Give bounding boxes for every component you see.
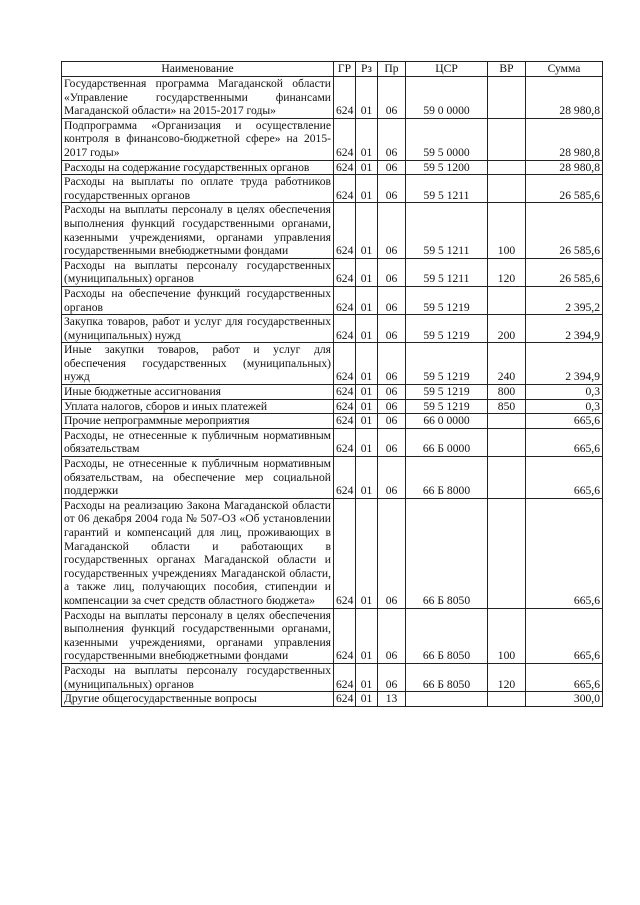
cell-vr — [488, 286, 526, 314]
cell-gr: 624 — [334, 258, 356, 286]
cell-csr: 59 0 0000 — [406, 77, 488, 119]
cell-sum: 665,6 — [526, 608, 603, 663]
cell-vr — [488, 414, 526, 429]
table-row — [62, 175, 603, 203]
header-gr: ГР — [334, 62, 356, 77]
cell-vr — [488, 118, 526, 160]
cell-csr: 59 5 1219 — [406, 315, 488, 343]
cell-gr: 624 — [334, 315, 356, 343]
cell-rz: 01 — [356, 77, 378, 119]
cell-csr: 59 5 1211 — [406, 175, 488, 203]
cell-gr: 624 — [334, 77, 356, 119]
cell-vr: 120 — [488, 663, 526, 691]
cell-vr: 850 — [488, 399, 526, 414]
table-row — [62, 414, 603, 429]
cell-gr: 624 — [334, 175, 356, 203]
cell-pr: 06 — [378, 160, 406, 175]
table-row — [62, 315, 603, 343]
cell-pr: 06 — [378, 315, 406, 343]
table-row — [62, 663, 603, 691]
cell-name: Расходы, не отнесенные к публичным нормативным обязательствам, на обеспечение мер социальной поддержки — [62, 457, 334, 499]
cell-rz: 01 — [356, 286, 378, 314]
cell-csr: 59 5 1219 — [406, 343, 488, 385]
cell-vr — [488, 457, 526, 499]
table-row — [62, 77, 603, 119]
cell-vr: 240 — [488, 343, 526, 385]
cell-name: Расходы на выплаты персоналу в целях обеспечения выполнения функций государственными органами, казенными учреждениями, органами управления государственными внебюджетными фондами — [62, 608, 334, 663]
table-row — [62, 498, 603, 608]
cell-name: Государственная программа Магаданской области «Управление государственными финансами Магаданской области» на 2015-2017 годы» — [62, 77, 334, 119]
cell-name: Расходы на выплаты персоналу государственных (муниципальных) органов — [62, 663, 334, 691]
cell-vr — [488, 692, 526, 707]
cell-csr: 59 5 0000 — [406, 118, 488, 160]
cell-pr: 06 — [378, 385, 406, 400]
cell-name: Расходы, не отнесенные к публичным нормативным обязательствам — [62, 428, 334, 456]
cell-vr: 200 — [488, 315, 526, 343]
cell-csr: 59 5 1219 — [406, 399, 488, 414]
cell-sum: 665,6 — [526, 414, 603, 429]
table-row — [62, 399, 603, 414]
cell-sum: 2 394,9 — [526, 343, 603, 385]
table-row — [62, 385, 603, 400]
cell-pr: 13 — [378, 692, 406, 707]
cell-csr: 66 Б 8050 — [406, 663, 488, 691]
cell-rz: 01 — [356, 428, 378, 456]
cell-vr — [488, 160, 526, 175]
cell-csr — [406, 692, 488, 707]
cell-gr: 624 — [334, 608, 356, 663]
cell-pr: 06 — [378, 343, 406, 385]
cell-name: Другие общегосударственные вопросы — [62, 692, 334, 707]
cell-vr: 120 — [488, 258, 526, 286]
budget-table — [61, 61, 603, 707]
cell-name: Расходы на выплаты персоналу в целях обеспечения выполнения функций государственными органами, казенными учреждениями, органами управления государственными внебюджетными фондами — [62, 203, 334, 258]
cell-rz: 01 — [356, 498, 378, 608]
cell-gr: 624 — [334, 286, 356, 314]
header-vr: ВР — [488, 62, 526, 77]
cell-csr: 59 5 1211 — [406, 258, 488, 286]
table-row — [62, 428, 603, 456]
table-row — [62, 203, 603, 258]
table-row — [62, 286, 603, 314]
cell-vr — [488, 175, 526, 203]
cell-gr: 624 — [334, 414, 356, 429]
cell-rz: 01 — [356, 343, 378, 385]
cell-name: Расходы на выплаты персоналу государственных (муниципальных) органов — [62, 258, 334, 286]
cell-sum: 665,6 — [526, 457, 603, 499]
cell-name: Прочие непрограммные мероприятия — [62, 414, 334, 429]
table-header — [62, 62, 603, 77]
cell-pr: 06 — [378, 428, 406, 456]
cell-sum: 665,6 — [526, 428, 603, 456]
cell-rz: 01 — [356, 385, 378, 400]
cell-csr: 66 Б 8000 — [406, 457, 488, 499]
cell-sum: 0,3 — [526, 385, 603, 400]
cell-gr: 624 — [334, 385, 356, 400]
cell-gr: 624 — [334, 343, 356, 385]
cell-name: Расходы на реализацию Закона Магаданской области от 06 декабря 2004 года № 507-ОЗ «Об установлении гарантий и компенсаций для лиц, проживающих в Магаданской области и работающих в государственных органах Магаданской области и государственных учреждениях Магаданской области, а также лиц, получающих пособия, стипендии и компенсации за счет средств областного бюджета» — [62, 498, 334, 608]
cell-gr: 624 — [334, 118, 356, 160]
cell-gr: 624 — [334, 692, 356, 707]
table-body — [62, 77, 603, 707]
cell-csr: 66 Б 8050 — [406, 498, 488, 608]
cell-sum: 26 585,6 — [526, 258, 603, 286]
cell-csr: 66 Б 8050 — [406, 608, 488, 663]
cell-pr: 06 — [378, 286, 406, 314]
table-row — [62, 160, 603, 175]
cell-vr: 100 — [488, 203, 526, 258]
cell-name: Закупка товаров, работ и услуг для государственных (муниципальных) нужд — [62, 315, 334, 343]
cell-sum: 26 585,6 — [526, 203, 603, 258]
cell-rz: 01 — [356, 692, 378, 707]
table-row — [62, 118, 603, 160]
cell-rz: 01 — [356, 608, 378, 663]
cell-sum: 0,3 — [526, 399, 603, 414]
cell-rz: 01 — [356, 160, 378, 175]
cell-csr: 59 5 1211 — [406, 203, 488, 258]
cell-pr: 06 — [378, 457, 406, 499]
cell-pr: 06 — [378, 608, 406, 663]
cell-name: Подпрограмма «Организация и осуществление контроля в финансово-бюджетной сфере» на 2015-2017 годы» — [62, 118, 334, 160]
cell-pr: 06 — [378, 258, 406, 286]
cell-pr: 06 — [378, 414, 406, 429]
cell-rz: 01 — [356, 258, 378, 286]
cell-vr: 100 — [488, 608, 526, 663]
cell-pr: 06 — [378, 118, 406, 160]
cell-pr: 06 — [378, 203, 406, 258]
cell-rz: 01 — [356, 175, 378, 203]
cell-pr: 06 — [378, 663, 406, 691]
header-pr: Пр — [378, 62, 406, 77]
cell-gr: 624 — [334, 663, 356, 691]
cell-gr: 624 — [334, 160, 356, 175]
cell-pr: 06 — [378, 498, 406, 608]
cell-sum: 28 980,8 — [526, 160, 603, 175]
cell-gr: 624 — [334, 428, 356, 456]
cell-csr: 59 5 1200 — [406, 160, 488, 175]
table-row — [62, 258, 603, 286]
cell-sum: 300,0 — [526, 692, 603, 707]
cell-name: Уплата налогов, сборов и иных платежей — [62, 399, 334, 414]
cell-name: Расходы на выплаты по оплате труда работников государственных органов — [62, 175, 334, 203]
cell-vr — [488, 77, 526, 119]
cell-name: Иные бюджетные ассигнования — [62, 385, 334, 400]
cell-gr: 624 — [334, 457, 356, 499]
cell-sum: 665,6 — [526, 498, 603, 608]
table-row — [62, 692, 603, 707]
cell-sum: 665,6 — [526, 663, 603, 691]
cell-gr: 624 — [334, 498, 356, 608]
cell-sum: 2 395,2 — [526, 286, 603, 314]
cell-name: Иные закупки товаров, работ и услуг для обеспечения государственных (муниципальных) нужд — [62, 343, 334, 385]
cell-gr: 624 — [334, 399, 356, 414]
cell-csr: 66 Б 0000 — [406, 428, 488, 456]
cell-csr: 66 0 0000 — [406, 414, 488, 429]
cell-pr: 06 — [378, 175, 406, 203]
cell-vr — [488, 498, 526, 608]
cell-name: Расходы на содержание государственных органов — [62, 160, 334, 175]
cell-name: Расходы на обеспечение функций государственных органов — [62, 286, 334, 314]
cell-rz: 01 — [356, 663, 378, 691]
cell-rz: 01 — [356, 118, 378, 160]
header-name: Наименование — [62, 62, 334, 77]
cell-rz: 01 — [356, 203, 378, 258]
cell-rz: 01 — [356, 457, 378, 499]
cell-sum: 2 394,9 — [526, 315, 603, 343]
cell-vr: 800 — [488, 385, 526, 400]
table-row — [62, 457, 603, 499]
cell-sum: 28 980,8 — [526, 77, 603, 119]
cell-sum: 28 980,8 — [526, 118, 603, 160]
cell-rz: 01 — [356, 315, 378, 343]
cell-rz: 01 — [356, 399, 378, 414]
table-row — [62, 608, 603, 663]
header-row — [62, 62, 603, 77]
header-sum: Сумма — [526, 62, 603, 77]
cell-csr: 59 5 1219 — [406, 385, 488, 400]
cell-gr: 624 — [334, 203, 356, 258]
cell-vr — [488, 428, 526, 456]
cell-pr: 06 — [378, 399, 406, 414]
table-row — [62, 343, 603, 385]
cell-pr: 06 — [378, 77, 406, 119]
header-rz: Рз — [356, 62, 378, 77]
cell-sum: 26 585,6 — [526, 175, 603, 203]
cell-csr: 59 5 1219 — [406, 286, 488, 314]
cell-rz: 01 — [356, 414, 378, 429]
header-csr: ЦСР — [406, 62, 488, 77]
